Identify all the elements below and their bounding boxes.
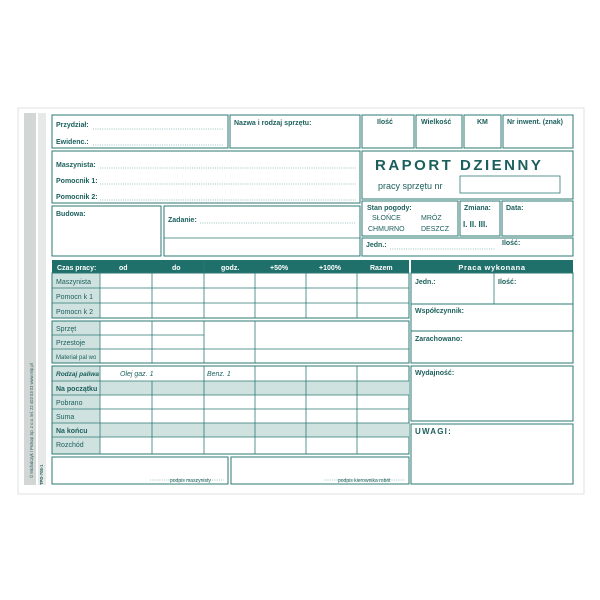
- shift-values: I. II. III.: [463, 220, 488, 229]
- worktime-h0: Czas pracy:: [57, 265, 97, 272]
- fuel-h1: Olej gaz. 1: [120, 371, 154, 378]
- worktime-row-pomocnik1: Pomocn k 1: [56, 294, 93, 301]
- signature-maszynista: [52, 457, 228, 484]
- weather-mroz: MRÓZ: [421, 215, 442, 222]
- wielkosc-box: [416, 115, 462, 148]
- fuel-row-rozchod: Rozchód: [56, 442, 84, 449]
- title-box: [362, 151, 573, 199]
- equipment-table: [52, 321, 409, 363]
- data-box: [502, 201, 573, 236]
- nr-inwent-label: Nr inwent. (znak): [507, 119, 564, 126]
- equip-row-material: Materiał pal wo: [56, 355, 97, 361]
- ilosc-box: [362, 115, 414, 148]
- worktime-row-maszynista: Maszynista: [56, 279, 92, 286]
- weather-slonce: SŁOŃCE: [372, 215, 401, 222]
- fuel-row-pobrano: Pobrano: [56, 400, 83, 407]
- worktime-h3: godz.: [221, 265, 240, 272]
- title-sub: pracy sprzętu nr: [378, 181, 443, 191]
- fuel-h0: Rodzaj paliwa: [56, 371, 99, 378]
- sprzet-nr-field[interactable]: [460, 176, 560, 193]
- worktime-h6: Razem: [370, 265, 393, 272]
- weather-chmurno: CHMURNO: [368, 226, 405, 233]
- operators-box: [52, 151, 360, 203]
- worktime-h5: +100%: [319, 265, 341, 272]
- equip-row-sprzet: Sprzęt: [56, 326, 77, 333]
- nazwa-sprzetu-box: [230, 115, 360, 148]
- weather-box: [362, 201, 458, 236]
- nr-inwent-box: [503, 115, 573, 148]
- ilosc-top-label: Ilość:: [502, 240, 521, 247]
- page-title: RAPORT DZIENNY: [375, 157, 544, 174]
- uwagi-label: UWAGI:: [415, 427, 452, 436]
- fuel-row-suma: Suma: [56, 414, 75, 421]
- fuel-row-na-poczatku: Na początku: [56, 386, 98, 393]
- praca-header: Praca wykonana: [458, 263, 526, 272]
- zarachowano-label: Zarachowano:: [415, 336, 463, 343]
- podpis-maszynisty: podpis maszynisty: [170, 478, 211, 484]
- praca-jedn-label: Jedn.:: [415, 279, 436, 286]
- worktime-table: [52, 260, 409, 318]
- pomocnik1-label: Pomocnik 1:: [56, 178, 98, 185]
- fuel-table: [52, 366, 409, 454]
- przydzial-box: [52, 115, 228, 148]
- praca-ilosc-label: Ilość:: [498, 279, 517, 286]
- left-margin-strip-2: [38, 113, 46, 485]
- weather-label: Stan pogody:: [367, 205, 412, 212]
- pomocnik2-label: Pomocnik 2:: [56, 194, 98, 201]
- weather-deszcz: DESZCZ: [421, 226, 449, 233]
- nazwa-label: Nazwa i rodzaj sprzętu:: [234, 120, 312, 127]
- maszynista-label: Maszynista:: [56, 162, 96, 169]
- fuel-row-na-koncu: Na końcu: [56, 428, 88, 435]
- km-label: KM: [477, 119, 488, 126]
- km-box: [464, 115, 501, 148]
- wspolczynnik-label: Współczynnik:: [415, 308, 465, 315]
- zadanie-box: [164, 206, 360, 256]
- form-code: TPD-708-1: [39, 464, 44, 485]
- data-label: Data:: [506, 205, 524, 212]
- worktime-row-pomocnik2: Pomocn k 2: [56, 309, 93, 316]
- worktime-h1: od: [119, 265, 128, 272]
- wydajnosc-label: Wydajność:: [415, 370, 455, 377]
- shift-label: Zmiana:: [464, 205, 491, 212]
- podpis-kierownika: podpis kierownika robót: [338, 478, 391, 484]
- ewidenc-label: Ewidenc.:: [56, 139, 89, 146]
- shift-box: [460, 201, 500, 236]
- jedn-top-label: Jedn.:: [366, 242, 387, 249]
- jedn-ilosc-row: [362, 238, 573, 256]
- budowa-box: [52, 206, 161, 256]
- equip-row-przestoje: Przestoje: [56, 340, 86, 347]
- side-imprint: © Michalczyk i Prokop Sp. z o.o. tel. 22 403 03 03 www.mip.pl: [29, 363, 34, 478]
- signature-kierownik: [231, 457, 409, 484]
- praca-wykonana-panel: [411, 260, 573, 484]
- worktime-h4: +50%: [270, 265, 289, 272]
- zadanie-label: Zadanie:: [168, 217, 197, 224]
- fuel-h2: Benz. 1: [207, 371, 231, 378]
- budowa-label: Budowa:: [56, 211, 86, 218]
- ilosc-label: Ilość: [377, 119, 393, 126]
- worktime-h2: do: [172, 265, 181, 272]
- wielkosc-label: Wielkość: [421, 119, 452, 126]
- przydzial-label: Przydział:: [56, 122, 89, 129]
